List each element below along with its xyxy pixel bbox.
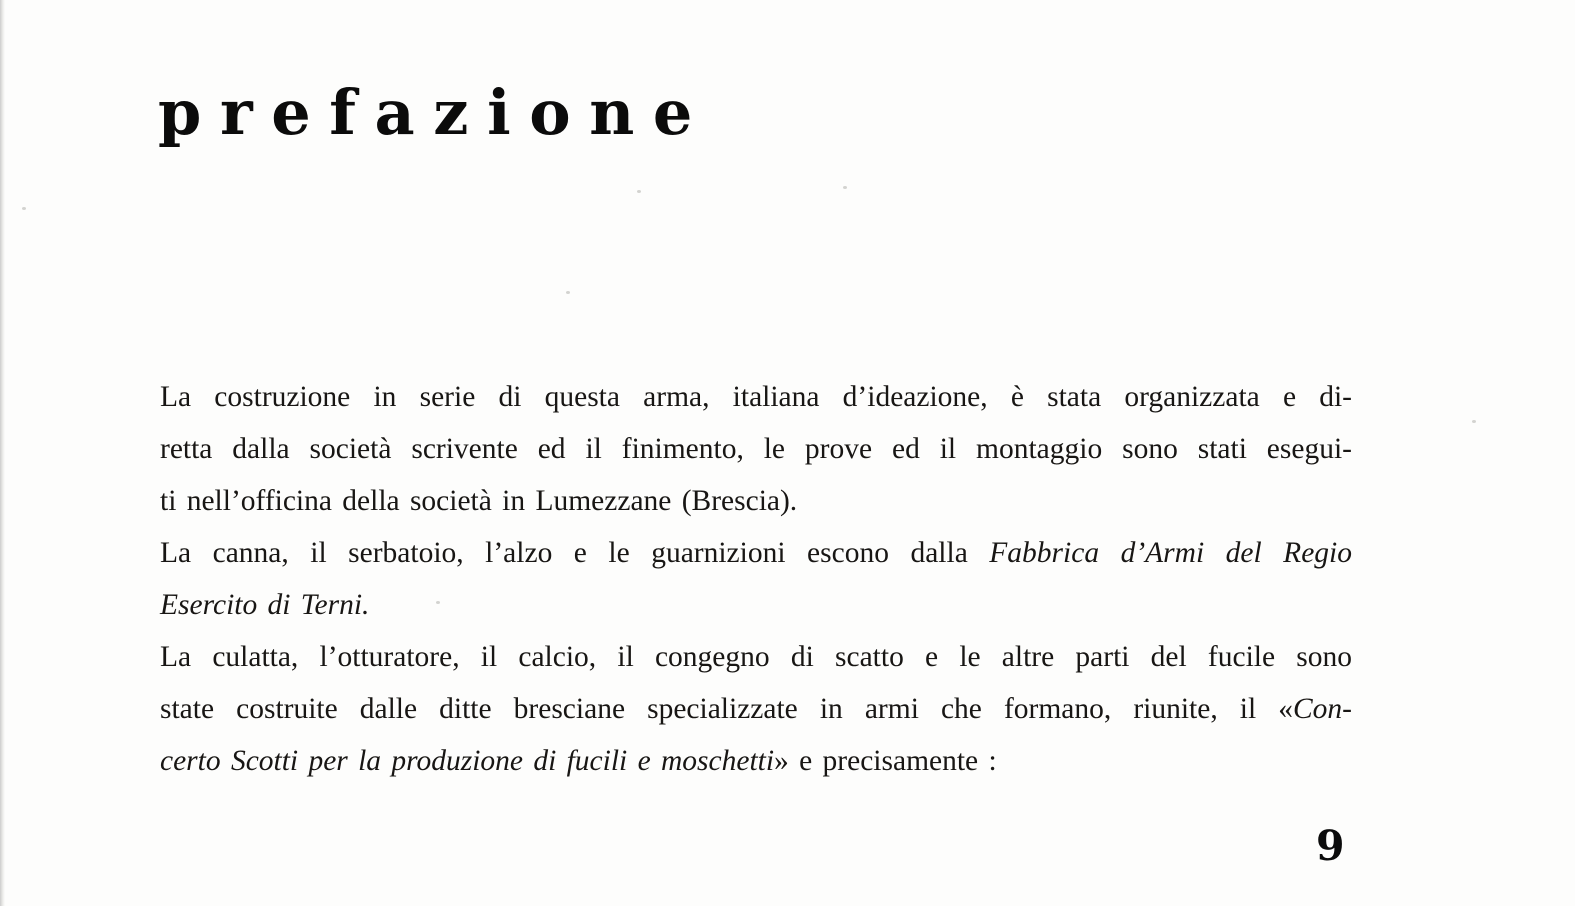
- scan-speck: [566, 291, 570, 294]
- text-segment: retta dalla società scrivente ed il finimento, le prove ed il montaggio sono stati esegui-: [160, 433, 1352, 465]
- text-segment: state costruite dalle ditte bresciane specializzate in armi che formano, riunite, il «: [160, 693, 1293, 725]
- scan-speck: [637, 190, 641, 193]
- text-line: [160, 527, 1352, 579]
- text-segment: » e precisamente :: [774, 745, 997, 777]
- text-segment: La culatta, l’otturatore, il calcio, il congegno di scatto e le altre parti del fucile sono: [160, 641, 1352, 673]
- text-line: [160, 579, 1352, 631]
- text-line: [160, 735, 1352, 787]
- page-number: 9: [1316, 822, 1345, 870]
- italic-text-segment: Esercito di Terni.: [160, 589, 370, 621]
- text-segment: ti nell’officina della società in Lumezzane (Brescia).: [160, 485, 798, 517]
- text-line: [160, 423, 1352, 475]
- scan-speck: [1472, 420, 1476, 423]
- text-line: [160, 371, 1352, 423]
- scan-speck: [436, 601, 440, 604]
- text-line: [160, 475, 1352, 527]
- text-segment: La costruzione in serie di questa arma, italiana d’ideazione, è stata organizzata e di-: [160, 381, 1352, 413]
- italic-text-segment: Fabbrica d’Armi del Regio: [989, 537, 1352, 569]
- scan-speck: [843, 186, 847, 189]
- italic-text-segment: Con-: [1293, 693, 1352, 725]
- text-line: [160, 631, 1352, 683]
- body-text: [160, 371, 1352, 787]
- text-segment: La canna, il serbatoio, l’alzo e le guarnizioni escono dalla: [160, 537, 990, 569]
- page-title: prefazione: [158, 76, 711, 149]
- scan-edge-artifact: [0, 0, 5, 906]
- text-line: [160, 683, 1352, 735]
- scan-speck: [22, 207, 26, 210]
- italic-text-segment: certo Scotti per la produzione di fucili e moschetti: [160, 745, 775, 777]
